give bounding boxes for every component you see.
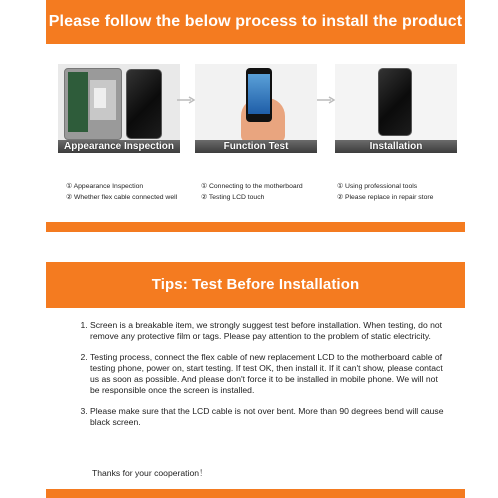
hand-holding-phone-photo (195, 64, 317, 140)
note-line: ① Appearance Inspection (66, 183, 144, 190)
note-line: ② Testing LCD touch (201, 194, 265, 201)
phone-internals-photo (58, 64, 180, 140)
step-notes (337, 181, 467, 203)
install-process-panel (46, 0, 465, 232)
step-label: Appearance Inspection (58, 140, 180, 153)
note-line: ② Please replace in repair store (337, 194, 434, 201)
tip-item: 3. Please make sure that the LCD cable is not over bent. More than 90 degrees bend will cause black screen. (90, 406, 445, 428)
note-line: ① Using professional tools (337, 183, 418, 190)
installed-phone-photo (335, 64, 457, 140)
arrow-right-icon (317, 96, 335, 104)
thanks-note: Thanks for your cooperation！ (92, 468, 208, 478)
tip-item: 2. Testing process, connect the flex cable of new replacement LCD to the motherboard cable of testing phone, power on, start testing. If test OK, then install it. If it can't show, please contact us as soon as possible. And please don't force it to be installed in mobile phone. We will not be responsible once the screen is installed. (90, 352, 445, 396)
step-notes (66, 181, 196, 203)
arrow-right-icon (177, 96, 195, 104)
step-label: Function Test (195, 140, 317, 153)
note-line: ② Whether flex cable connected well (66, 194, 178, 201)
step-label: Installation (335, 140, 457, 153)
panel-bottom-bar (46, 489, 465, 498)
tips-list (76, 320, 445, 438)
panel-bottom-bar (46, 222, 465, 232)
tip-item: 1. Screen is a breakable item, we strongly suggest test before installation. When testing, do not remove any protective film or tags. Please pay attention to the problem of static electricity. (90, 320, 445, 342)
install-process-title: Please follow the below process to install the product (46, 0, 465, 44)
step-installation (335, 64, 457, 153)
step-function-test (195, 64, 317, 153)
note-line: ① Connecting to the motherboard (201, 183, 303, 190)
tips-title: Tips: Test Before Installation (46, 262, 465, 308)
step-appearance-inspection (58, 64, 180, 153)
step-notes (201, 181, 331, 203)
tips-panel (46, 262, 465, 498)
